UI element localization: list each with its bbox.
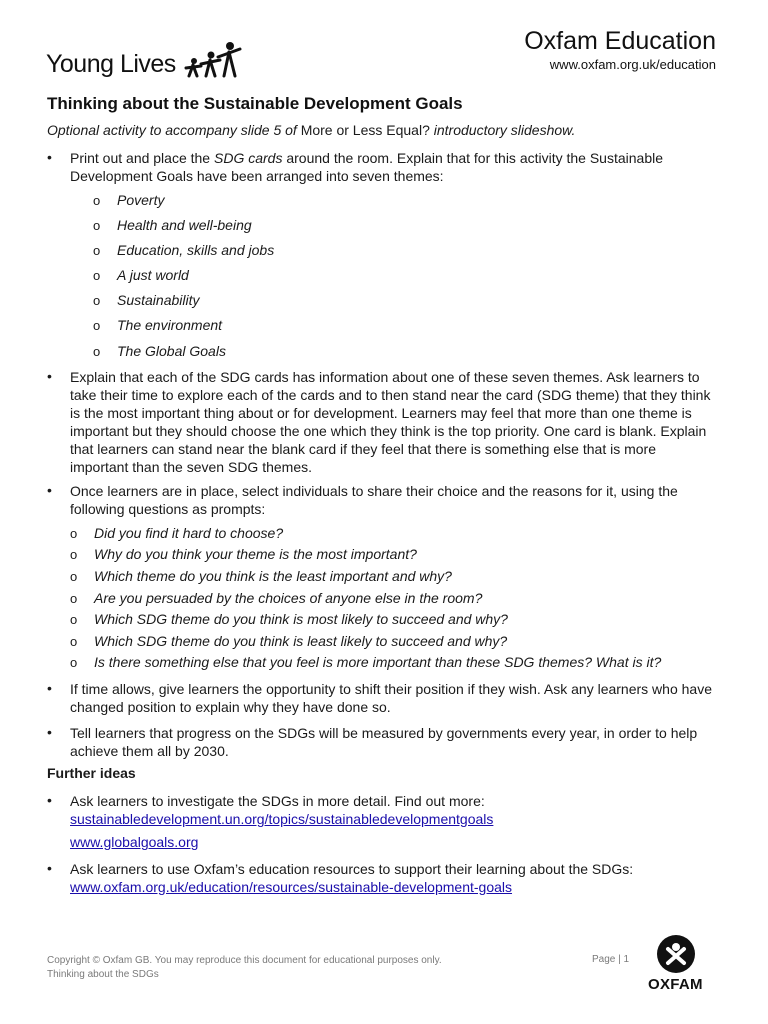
intro-text-a: Optional activity to accompany slide 5 of [47, 122, 301, 138]
document-name: Thinking about the SDGs [47, 969, 159, 980]
theme-item: Education, skills and jobs [117, 242, 275, 258]
intro-slideshow-name: More or Less Equal? [300, 122, 430, 138]
bullet-icon: • [47, 860, 52, 876]
prompt-question: Which theme do you think is the least important and why? [94, 568, 452, 584]
theme-item: Sustainability [117, 292, 200, 308]
oxfam-education-header [524, 26, 716, 73]
bullet-shift-position: If time allows, give learners the opportunity to shift their position if they wish. Ask any learners who have changed position to explain why they have done so. [70, 681, 712, 715]
sub-bullet-icon: o [70, 569, 78, 584]
bullet-text: around the room. Explain that for this activity the Sustainable Development Goals have been arranged into seven themes: [70, 150, 664, 184]
bullet-text: Print out and place the [70, 150, 214, 166]
copyright-text: Copyright © Oxfam GB. You may reproduce this document for educational purposes only. [47, 955, 442, 966]
brand-title: Oxfam Education [524, 27, 716, 55]
theme-item: The environment [117, 317, 223, 333]
prompt-question: Why do you think your theme is the most important? [94, 546, 417, 562]
bullet-icon: • [47, 482, 52, 498]
oxfam-symbol-icon [646, 934, 706, 976]
oxfam-sdg-resources-link[interactable]: www.oxfam.org.uk/education/resources/sustainable-development-goals [70, 879, 513, 895]
further-idea-text: Ask learners to use Oxfam’s education resources to support their learning about the SDGs: [70, 861, 634, 877]
bullet-icon: • [47, 368, 52, 384]
sub-bullet-icon: o [70, 526, 78, 541]
further-ideas-heading: Further ideas [47, 765, 136, 781]
theme-item: Poverty [117, 192, 165, 208]
bullet-icon: • [47, 149, 52, 165]
oxfam-logo [646, 934, 706, 994]
sub-bullet-icon: o [70, 591, 78, 606]
sub-bullet-icon: o [93, 193, 101, 208]
page-number: Page | 1 [592, 954, 630, 965]
theme-item: The Global Goals [117, 343, 226, 359]
bullet-share-choices: Once learners are in place, select individuals to share their choice and the reasons for it, using the following questions as prompts: [70, 483, 678, 517]
sub-bullet-icon: o [70, 655, 78, 670]
sub-bullet-icon: o [70, 612, 78, 627]
bullet-icon: • [47, 680, 52, 696]
sub-bullet-icon: o [93, 218, 101, 233]
further-idea-oxfam-resources [70, 860, 710, 896]
bullet-icon: • [47, 724, 52, 740]
further-idea-text: Ask learners to investigate the SDGs in more detail. Find out more: [70, 793, 485, 809]
globalgoals-link[interactable]: www.globalgoals.org [70, 834, 199, 850]
prompt-question: Did you find it hard to choose? [94, 525, 284, 541]
prompt-question: Are you persuaded by the choices of anyone else in the room? [94, 590, 483, 606]
un-sdg-link[interactable]: sustainabledevelopment.un.org/topics/sustainabledevelopmentgoals [70, 811, 494, 827]
theme-item: Health and well-being [117, 217, 252, 233]
intro-text-c: introductory slideshow. [429, 122, 576, 138]
footer [47, 954, 442, 982]
intro-line [47, 122, 575, 138]
sub-bullet-icon: o [70, 634, 78, 649]
prompt-question: Is there something else that you feel is more important than these SDG themes? What is it? [94, 654, 662, 670]
sdg-cards-term: SDG cards [214, 150, 283, 166]
sub-bullet-icon: o [93, 243, 101, 258]
bullet-explain-cards: Explain that each of the SDG cards has information about one of these seven themes. Ask learners to take their time to explore each of the cards and to then stand near the card (SDG theme) that they think is the most important thing about or for development. Learners may feel that more than one theme is important but they should choose the one which they think is the top priority. One card is blank. Explain that learners can stand near the blank card if they feel that there is something else that is more important than the seven SDG themes. [70, 369, 711, 475]
bullet-print-cards [70, 149, 700, 185]
sub-bullet-icon: o [70, 547, 78, 562]
young-lives-logo [46, 40, 246, 82]
page-title: Thinking about the Sustainable Development Goals [47, 94, 463, 113]
young-lives-logo-text: Young Lives [46, 50, 176, 78]
brand-url: www.oxfam.org.uk/education [549, 57, 716, 72]
sub-bullet-icon: o [93, 268, 101, 283]
bullet-progress-2030: Tell learners that progress on the SDGs will be measured by governments every year, in order to help achieve them all by 2030. [70, 725, 698, 759]
bullet-icon: • [47, 792, 52, 808]
further-idea-investigate [70, 792, 710, 828]
sub-bullet-icon: o [93, 344, 101, 359]
sub-bullet-icon: o [93, 318, 101, 333]
prompt-question: Which SDG theme do you think is least likely to succeed and why? [94, 633, 508, 649]
prompt-question: Which SDG theme do you think is most likely to succeed and why? [94, 611, 508, 627]
sub-bullet-icon: o [93, 293, 101, 308]
theme-item: A just world [117, 267, 189, 283]
young-lives-figures-icon [182, 40, 244, 80]
oxfam-logo-text: OXFAM [648, 976, 703, 993]
